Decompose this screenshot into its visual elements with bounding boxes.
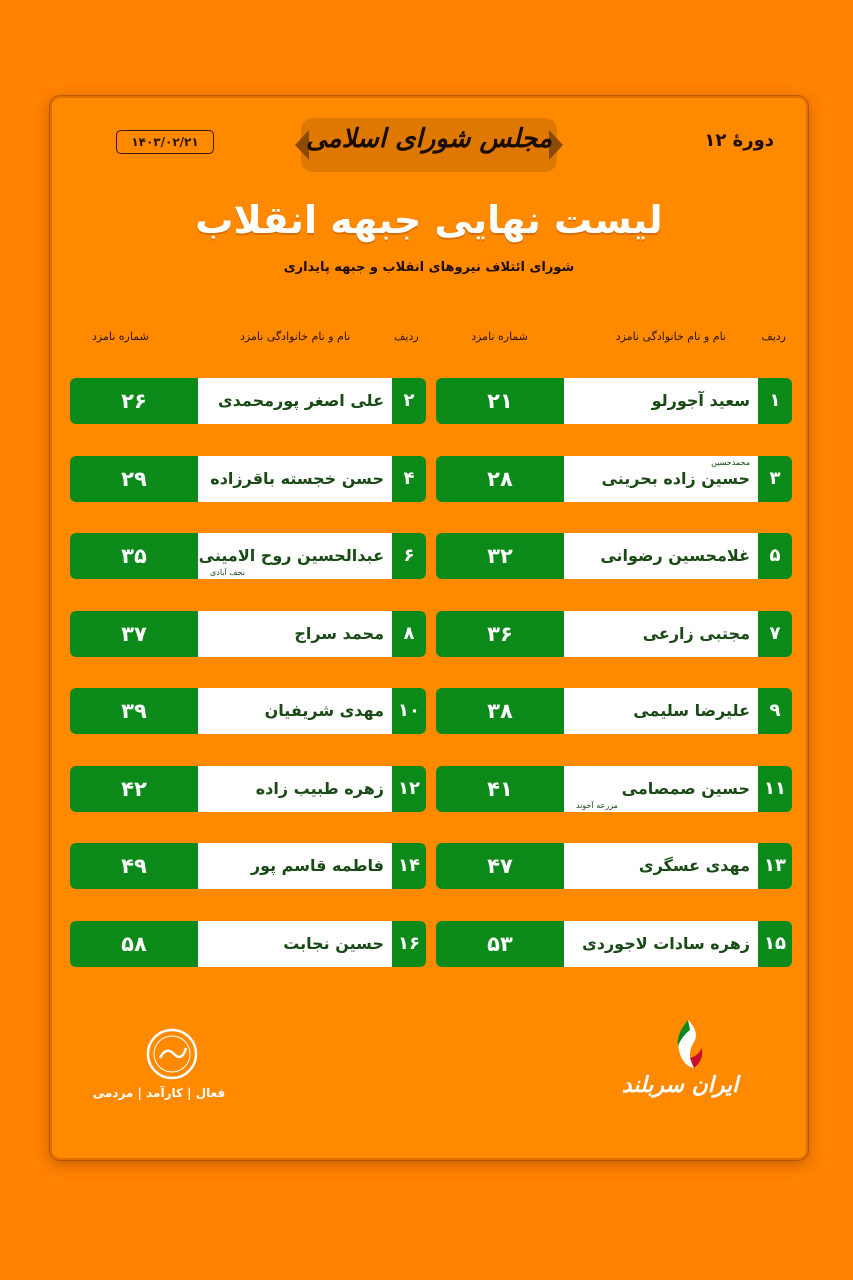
candidate-row xyxy=(436,688,792,734)
row-index: ۲ xyxy=(403,390,415,411)
row-index: ۷ xyxy=(769,622,781,644)
candidate-name: زهره طبیب زاده xyxy=(255,778,384,798)
candidate-row xyxy=(436,456,792,502)
row-index: ۵ xyxy=(769,545,781,566)
candidate-name: غلامحسین رضوانی xyxy=(600,546,750,565)
candidate-note: محمدحسین xyxy=(711,457,750,467)
candidate-number: ۳۲ xyxy=(487,544,513,568)
candidate-row xyxy=(70,688,426,734)
list-card xyxy=(50,96,808,1160)
candidate-number: ۴۹ xyxy=(121,854,147,878)
candidate-name: مهدی عسگری xyxy=(638,856,750,875)
candidate-name: سعید آجورلو xyxy=(651,391,750,410)
candidate-row xyxy=(70,378,426,424)
candidate-note: مزرعه آخوند xyxy=(576,800,618,810)
candidate-row xyxy=(70,843,426,889)
row-index: ۱۳ xyxy=(764,855,786,876)
header-number-right: شماره نامزد xyxy=(471,330,528,343)
candidate-row xyxy=(436,378,792,424)
candidate-row xyxy=(70,456,426,502)
date-label: ۱۴۰۳/۰۲/۲۱ xyxy=(116,130,214,154)
header-number-left: شماره نامزد xyxy=(92,330,149,343)
row-index: ۹ xyxy=(769,700,781,721)
header-name-left: نام و نام خانوادگی نامزد xyxy=(240,330,351,343)
candidate-name: حسین صمصامی xyxy=(621,778,750,798)
candidate-number: ۲۹ xyxy=(121,466,147,491)
candidate-name: حسین زاده بحرینی xyxy=(601,468,750,488)
candidate-number: ۵۳ xyxy=(487,931,513,956)
candidate-number: ۲۸ xyxy=(487,466,513,491)
row-index: ۱۴ xyxy=(398,855,420,876)
candidate-row xyxy=(436,843,792,889)
row-index: ۱۲ xyxy=(398,777,420,799)
row-index: ۶ xyxy=(403,545,415,566)
candidate-number: ۴۲ xyxy=(121,776,147,801)
header-index-left: ردیف xyxy=(394,330,419,343)
candidate-number: ۵۸ xyxy=(121,931,147,956)
candidate-row xyxy=(436,611,792,657)
candidate-number: ۳۷ xyxy=(121,621,147,646)
tagline: فعال | کارآمد | مردمی xyxy=(92,1086,226,1100)
candidate-number: ۴۷ xyxy=(487,854,513,878)
candidate-number: ۳۵ xyxy=(121,544,147,568)
candidate-row xyxy=(70,766,426,812)
candidate-row xyxy=(436,766,792,812)
candidate-name: علی اصغر پورمحمدی xyxy=(217,391,384,410)
candidate-number: ۴۱ xyxy=(487,776,513,801)
seal-logo xyxy=(146,1028,198,1080)
candidate-name: زهره سادات لاجوردی xyxy=(582,933,750,953)
brand-name: ایران سربلند xyxy=(621,1072,739,1098)
term-label: دورهٔ ۱۲ xyxy=(704,130,774,151)
banner-title: مجلس شورای اسلامی xyxy=(305,124,553,154)
candidate-number: ۲۶ xyxy=(121,389,147,413)
row-index: ۱۱ xyxy=(764,777,786,799)
candidate-row xyxy=(436,921,792,967)
candidate-row xyxy=(70,611,426,657)
candidate-number: ۲۱ xyxy=(487,389,513,413)
parliament-banner xyxy=(295,110,563,180)
candidate-row xyxy=(70,921,426,967)
candidate-name: محمد سراج xyxy=(294,623,384,643)
candidate-row xyxy=(70,533,426,579)
row-index: ۱ xyxy=(769,390,781,411)
header-name-right: نام و نام خانوادگی نامزد xyxy=(615,330,726,343)
candidate-name: مجتبی زارعی xyxy=(642,623,750,643)
candidate-number: ۳۶ xyxy=(487,621,513,646)
page-title: لیست نهایی جبهه انقلاب xyxy=(195,198,663,242)
row-index: ۳ xyxy=(769,467,781,489)
candidate-name: عبدالحسین روح الامینی xyxy=(198,546,384,565)
flag-flame-icon xyxy=(590,1014,770,1074)
candidate-row xyxy=(436,533,792,579)
candidate-name: فاطمه قاسم پور xyxy=(250,856,384,875)
header-index-right: ردیف xyxy=(761,330,786,343)
candidate-name: حسین نجابت xyxy=(283,933,384,953)
row-index: ۱۵ xyxy=(764,932,786,954)
candidate-name: مهدی شریفیان xyxy=(264,701,384,720)
candidate-note: نجف آبادی xyxy=(210,568,245,577)
row-index: ۴ xyxy=(403,467,415,489)
row-index: ۱۶ xyxy=(398,932,420,954)
candidate-number: ۳۸ xyxy=(487,699,513,723)
candidate-name: حسن خجسته باقرزاده xyxy=(210,468,384,488)
candidate-number: ۳۹ xyxy=(121,699,147,723)
row-index: ۸ xyxy=(403,622,415,644)
page-subtitle: شورای ائتلاف نیروهای انقلاب و جبهه پایداری xyxy=(283,260,575,275)
candidate-name: علیرضا سلیمی xyxy=(633,701,750,720)
brand-logo xyxy=(590,1014,770,1114)
row-index: ۱۰ xyxy=(398,700,420,721)
